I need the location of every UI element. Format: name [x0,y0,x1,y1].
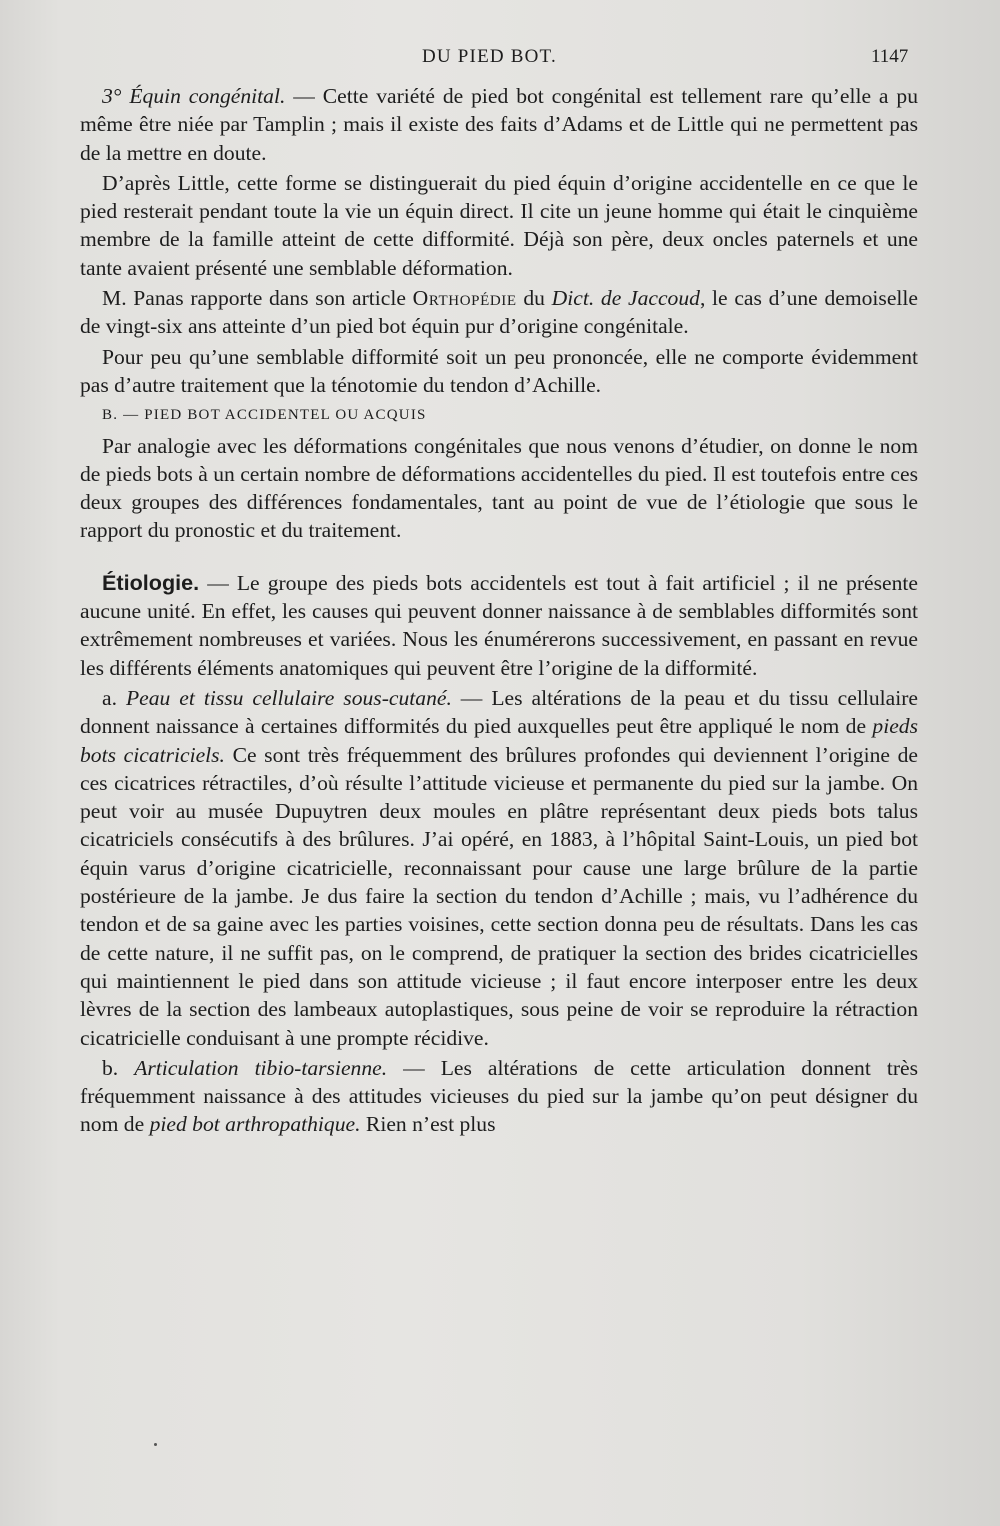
section-heading: B. — PIED BOT ACCIDENTEL OU ACQUIS [102,407,427,424]
item-label: Peau et tissu cellulaire sous-cutané. [125,685,452,710]
paragraph-text: D’après Little, cette forme se distinguerait du pied équin d’origine accidentelle en ce que le pied resterait pendant toute la vie un équin direct. Il cite un jeune homme qui était le cinquième membre de la famille atteint de cette difformité. Déjà son père, deux oncles paternels et une tante avaient présenté une semblable déformation. [80,170,918,280]
page-number: 1147 [871,46,909,67]
subsection-label: 3° Équin congénital. [102,84,286,108]
paragraph-articulation [80,1054,918,1139]
spacer [80,547,918,569]
paragraph-text: , le cas d’une demoiselle de vingt-six ans atteinte d’un pied bot équin pur d’origine congénitale. [80,286,919,339]
paragraph-text: M. Panas rapporte dans son article [102,286,413,311]
paragraph-text: du [516,286,552,311]
page-text [80,82,918,1141]
paragraph-text: Rien n’est plus [360,1112,496,1137]
paragraph-text: — Cette variété de pied bot congénital est tellement rare qu’elle a pu même être niée par Tamplin ; mais il existe des faits d’Adams et de Little qui ne permettent pas de la mettre en doute. [80,84,919,165]
dictionary-title: Dict. de Jaccoud [551,286,700,311]
paragraph-etiologie [80,569,918,682]
term-italic: pieds bots cicatriciels. [80,714,918,767]
term-italic: pied bot arthropathique. [149,1112,361,1137]
paragraph-panas [80,284,918,341]
article-title: Orthopédie [412,286,517,311]
item-letter: a. [102,685,126,710]
paragraph-text: Ce sont très fréquemment des brûlures profondes qui deviennent l’origine de ces cicatrices rétractiles, d’où résulte l’attitude vicieuse et permanente du pied sur la jambe. On peut voir au musée Dupuytren deux moules en plâtre représentant deux pieds bots talus cicatriciels consécutifs à des brûlures. J’ai opéré, en 1883, à l’hôpital Saint-Louis, un pied bot équin varus d’origine cicatricielle, reconnaissant pour cause une large brûlure de la partie postérieure de la jambe. Je dus faire la section du tendon d’Achille ; mais, vu l’adhérence du tendon et de sa gaine avec les parties voisines, cette section donna peu de résultats. Dans les cas de cette nature, il ne suffit pas, on le comprend, de pratiquer la section des brides cicatricielles qui maintiennent le pied dans son attitude vicieuse ; il faut encore interposer entre les deux lèvres de la section des lambeaux autoplastiques, sous peine de voir se reproduire la rétraction cicatricielle conduisant à une prompte récidive. [80,742,918,1050]
paragraph-treatment [80,343,918,400]
paragraph-equin-congenital [80,82,918,167]
item-letter: b. [102,1055,135,1080]
ink-speck [154,1443,157,1446]
paragraph-little [80,169,918,282]
paragraph-text: Pour peu qu’une semblable difformité soit un peu prononcée, elle ne comporte évidemment pas d’autre traitement que la ténotomie du tendon d’Achille. [80,344,918,397]
running-title: DU PIED BOT. [422,46,557,67]
subheading-etiologie: Étiologie. [102,569,200,595]
paragraph-text: — Les altérations de la peau et du tissu cellulaire donnent naissance à certaines difformités du pied auxquelles peut être appliqué le nom de [80,685,918,739]
paragraph-analogie [80,432,918,545]
paragraph-text: — Les altérations de cette articulation donnent très fréquemment naissance à des attitudes vicieuses du pied sur la jambe qu’on peut désigner du nom de [80,1055,919,1137]
paragraph-peau [80,684,918,1052]
item-label: Articulation tibio-tarsienne. [134,1055,388,1080]
paragraph-text: — Le groupe des pieds bots accidentels est tout à fait artificiel ; il ne présente aucune unité. En effet, les causes qui peuvent donner naissance à de semblables difformités sont extrêmement nombreuses et variées. Nous les énumérerons successivement, en passant en revue les différents éléments anatomiques qui peuvent être l’origine de la difformité. [80,570,918,680]
paragraph-text: Par analogie avec les déformations congénitales que nous venons d’étudier, on donne le nom de pieds bots à un certain nombre de déformations accidentelles du pied. Il est toutefois entre ces deux groupes des différences fondamentales, tant au point de vue de l’étiologie que sous le rapport du pronostic et du traitement. [80,433,918,543]
page-header [0,46,1000,74]
